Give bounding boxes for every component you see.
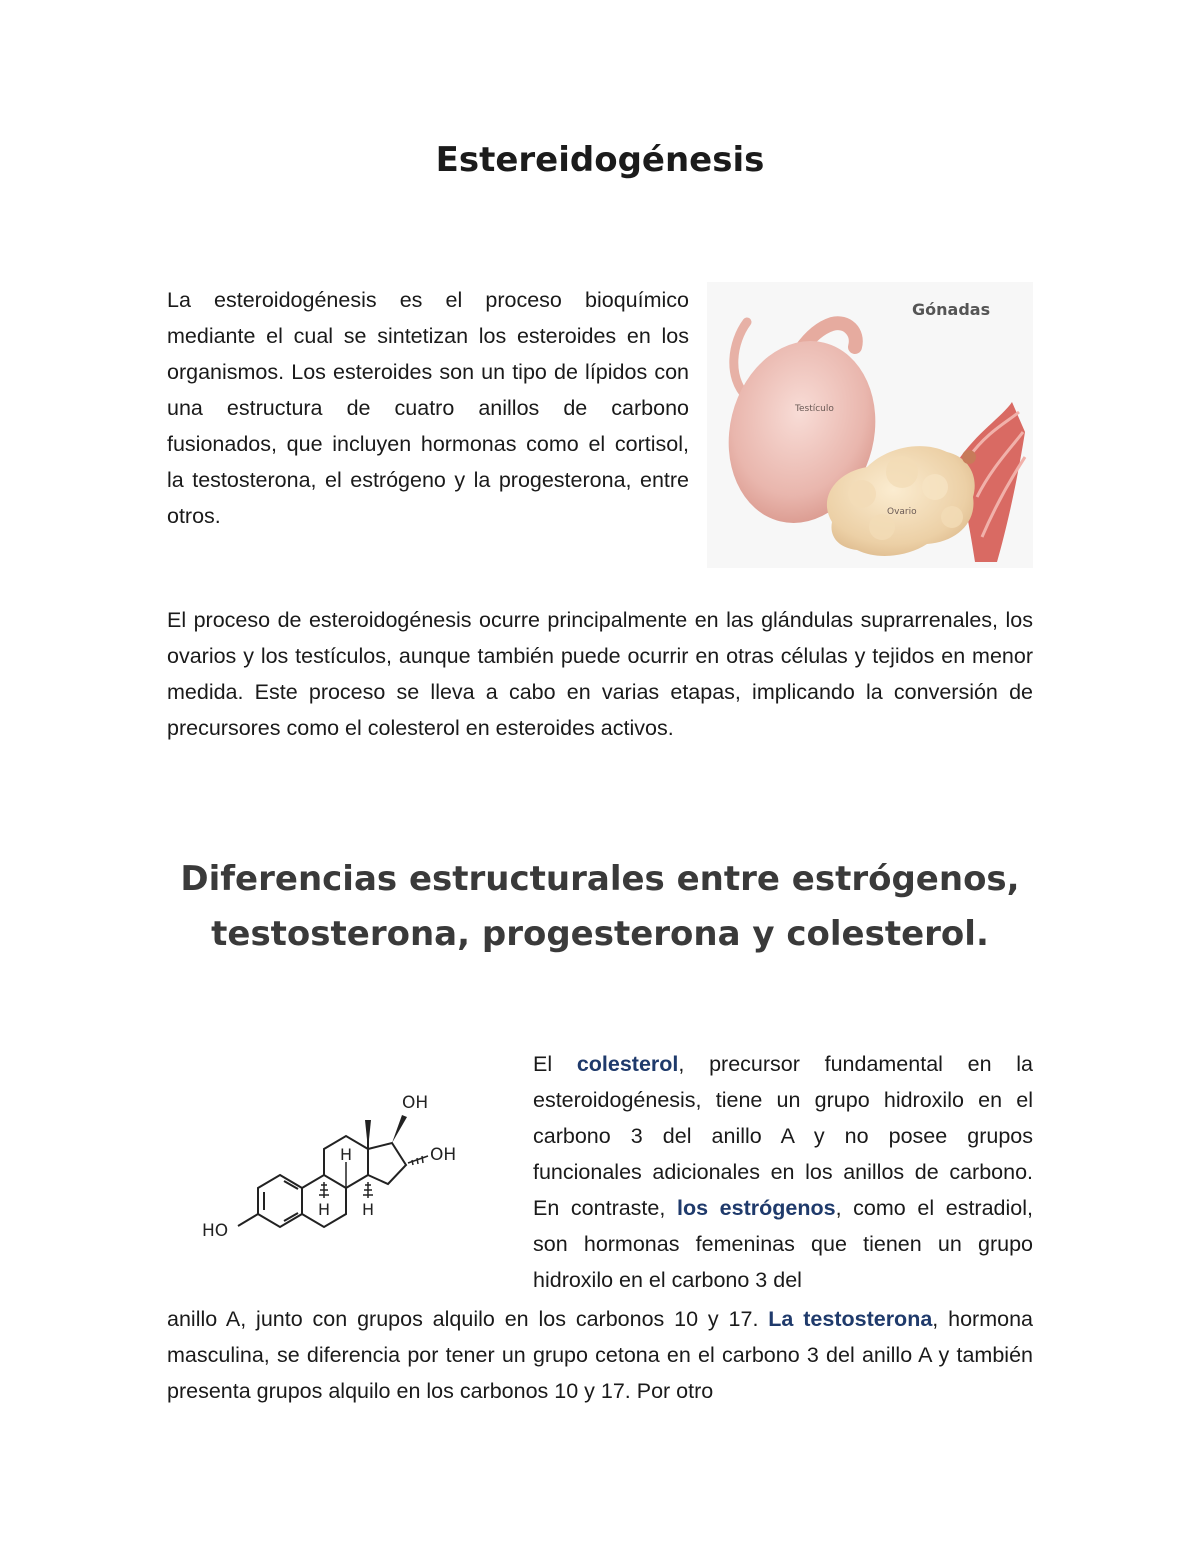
ho-label: HO [202, 1221, 229, 1241]
intro-paragraph: La esteroidogénesis es el proceso bioquímico mediante el cual se sintetizan los esteroides en los organismos. Los esteroides son un tipo de lípidos con una estructura de cuatro anillos de carbono fusionados, que incluyen hormonas como el cortisol, la testosterona, el estrógeno y la progesterona, entre otros. [167, 288, 689, 528]
p4-text-1: anillo A, junto con grupos alquilo en los carbonos 10 y 17. [167, 1307, 769, 1331]
h-label-2: H [318, 1200, 331, 1219]
p3-text-3: , como el estradiol, son hormonas femeninas que tienen un grupo hidroxilo en el carbono 3 del [533, 1196, 1033, 1292]
p4-text-2: , hormona masculina, se diferencia por tener un grupo cetona en el carbono 3 del anillo A y también presenta grupos alquilo en los carbonos 10 y 17. Por otro [167, 1307, 1033, 1403]
gonads-title: Gónadas [912, 300, 991, 319]
page-title: Estereidogénesis [435, 140, 765, 180]
testis-label: Testículo [795, 404, 834, 414]
steroid-structure-diagram [180, 1070, 520, 1270]
keyword-estrogenos: los estrógenos [676, 1196, 836, 1220]
keyword-testosterona: La testosterona [768, 1307, 933, 1331]
oh-right-label: OH [430, 1145, 457, 1165]
oh-top-label: OH [402, 1093, 429, 1113]
structure-paragraph-part-2 [167, 1301, 1033, 1409]
p3-text-1: El [533, 1052, 577, 1076]
gonads-illustration [707, 282, 1033, 568]
p3-text-2: , precursor fundamental en la esteroidogénesis, tiene un grupo hidroxilo en el carbono 3 del anillo A y no posee grupos funcionales adicionales en los anillos de carbono. En contraste, [533, 1052, 1033, 1220]
section-heading-line-1: Diferencias estructurales entre estrógenos, [180, 859, 1020, 899]
process-paragraph: El proceso de esteroidogénesis ocurre principalmente en las glándulas suprarrenales, los ovarios y los testículos, aunque también puede ocurrir en otras células y tejidos en menor medida. Este proceso se lleva a cabo en varias etapas, implicando la conversión de precursores como el colesterol en esteroides activos. [167, 608, 1033, 740]
ovary-label: Ovario [887, 507, 917, 517]
h-label-3: H [362, 1200, 375, 1219]
h-label-1: H [340, 1145, 353, 1164]
section-heading-line-2: testosterona, progesterona y colesterol. [211, 914, 989, 954]
structure-paragraph-part-1 [533, 1046, 1033, 1298]
keyword-colesterol: colesterol [576, 1052, 679, 1076]
section-heading [140, 852, 1060, 962]
